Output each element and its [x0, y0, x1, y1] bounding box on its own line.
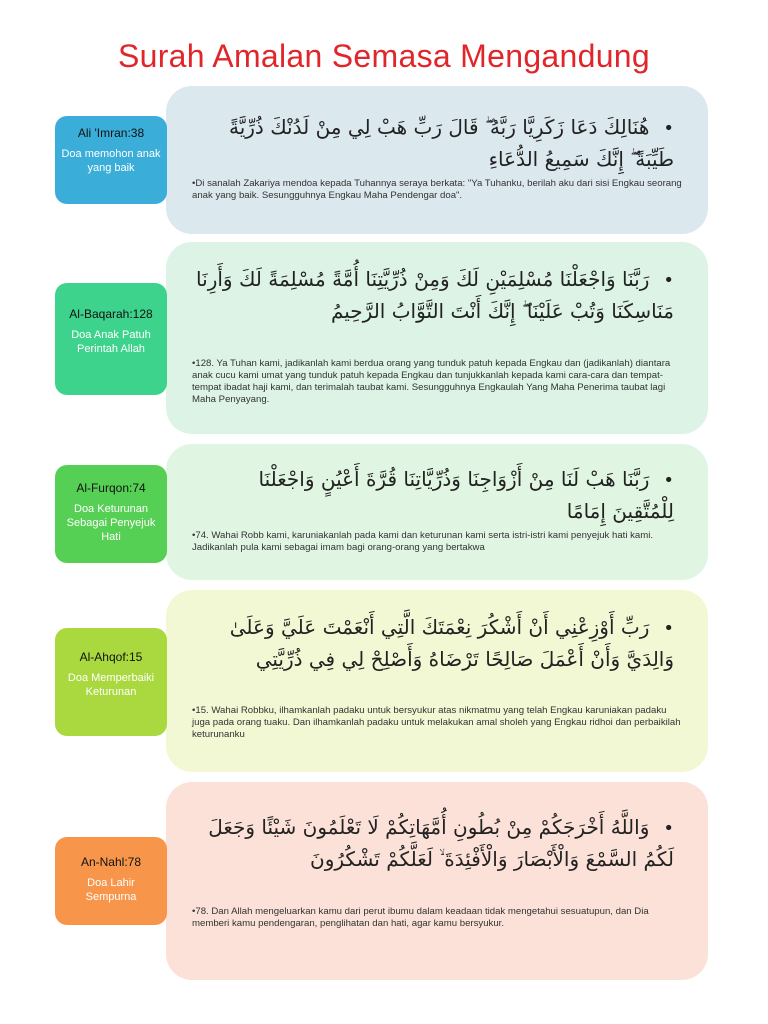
prayer-description: Doa Keturunan Sebagai Penyejuk Hati [66, 503, 156, 543]
arabic-verse: •رَبَّنَا وَاجْعَلْنَا مُسْلِمَيْنِ لَكَ وَمِنْ ذُرِّيَّتِنَا أُمَّةً مُسْلِمَةً لَكَ وَأَرِنَا مَنَاسِكَنَا وَتُبْ عَلَيْنَا ۖ إِنَّكَ أَنْتَ التَّوَّابُ الرَّحِيمُ [196, 267, 674, 323]
bullet-icon: • [663, 818, 674, 839]
prayer-description: Doa Anak Patuh Perintah Allah [71, 329, 151, 355]
translation-text: •Di sanalah Zakariya mendoa kepada Tuhannya seraya berkata: "Ya Tuhanku, berilah aku dari sisi Engkau seorang anak yang baik. Sesungguhnya Engkau Maha Pendengar doa". [192, 178, 682, 201]
translation-text: •78. Dan Allah mengeluarkan kamu dari perut ibumu dalam keadaan tidak mengetahui sesuatupun, dan Dia memberi kamu pendengaran, penglihatan dan hati, agar kamu bersyukur. [192, 906, 649, 929]
surah-reference: Al-Ahqof:15 [79, 650, 143, 664]
prayer-description: Doa memohon anak yang baik [61, 148, 161, 174]
arabic-verse: •وَاللَّهُ أَخْرَجَكُمْ مِنْ بُطُونِ أُمَّهَاتِكُمْ لَا تَعْلَمُونَ شَيْئًا وَجَعَلَ لَكُمُ السَّمْعَ وَالْأَبْصَارَ وَالْأَفْئِدَةَ ۙ لَعَلَّكُمْ تَشْكُرُونَ [208, 815, 674, 871]
ayah-card-ali-imran [166, 86, 708, 234]
ayah-card-al-ahqof [166, 590, 708, 772]
translation-text: •15. Wahai Robbku, ilhamkanlah padaku untuk bersyukur atas nikmatmu yang telah Engkau karuniakan padaku juga pada orang tuaku. Dan ilhamkanlah padaku untuk melakukan amal sholeh yang Engkau ridhoi dan perbaikilah keturunanku [192, 705, 681, 740]
arabic-verse: •هُنَالِكَ دَعَا زَكَرِيَّا رَبَّهُ ۖ قَالَ رَبِّ هَبْ لِي مِنْ لَدُنْكَ ذُرِّيَّةً طَيِّبَةً ۖ إِنَّكَ سَمِيعُ الدُّعَاءِ [228, 115, 674, 171]
surah-tag-ali-imran [55, 116, 167, 204]
ayah-card-al-furqon [166, 444, 708, 580]
arabic-verse: •رَبَّنَا هَبْ لَنَا مِنْ أَزْوَاجِنَا وَذُرِّيَّاتِنَا قُرَّةَ أَعْيُنٍ وَاجْعَلْنَا لِلْمُتَّقِينَ إِمَامًا [258, 467, 674, 523]
translation-text: •74. Wahai Robb kami, karuniakanlah pada kami dan keturunan kami serta istri-istri kami penyejuk hati kami. Jadikanlah pula kami sebagai imam bagi orang-orang yang bertakwa [192, 530, 654, 553]
surah-tag-al-ahqof [55, 628, 167, 736]
bullet-icon: • [663, 118, 674, 139]
ayah-card-an-nahl [166, 782, 708, 980]
bullet-icon: • [663, 470, 674, 491]
surah-reference: Al-Furqon:74 [76, 481, 146, 495]
ayah-card-al-baqarah [166, 242, 708, 434]
bullet-icon: • [663, 270, 674, 291]
arabic-verse: •رَبِّ أَوْزِعْنِي أَنْ أَشْكُرَ نِعْمَتَكَ الَّتِي أَنْعَمْتَ عَلَيَّ وَعَلَىٰ وَالِدَيَّ وَأَنْ أَعْمَلَ صَالِحًا تَرْضَاهُ وَأَصْلِحْ لِي فِي ذُرِّيَّتِي [229, 615, 674, 671]
surah-tag-an-nahl [55, 837, 167, 925]
bullet-icon: • [663, 618, 674, 639]
translation-text: •128. Ya Tuhan kami, jadikanlah kami berdua orang yang tunduk patuh kepada Engkau dan (jadikanlah) diantara anak cucu kami umat yang tunduk patuh kepada Engkau dan tunjukkanlah kepada kami cara-cara dan tempat-tempat ibadat haji kami, dan terimalah taubat kami. Sesungguhnya Engkaulah Yang Maha Penerima taubat lagi Maha Penyayang. [192, 358, 671, 405]
surah-tag-al-baqarah [55, 283, 167, 395]
surah-reference: Ali 'Imran:38 [77, 126, 145, 140]
surah-tag-al-furqon [55, 465, 167, 563]
surah-reference: An-Nahl:78 [80, 855, 142, 869]
surah-reference: Al-Baqarah:128 [69, 307, 153, 321]
prayer-description: Doa Memperbaiki Keturunan [67, 672, 155, 698]
prayer-description: Doa Lahir Sempurna [85, 877, 137, 903]
page-title: Surah Amalan Semasa Mengandung [117, 38, 650, 74]
